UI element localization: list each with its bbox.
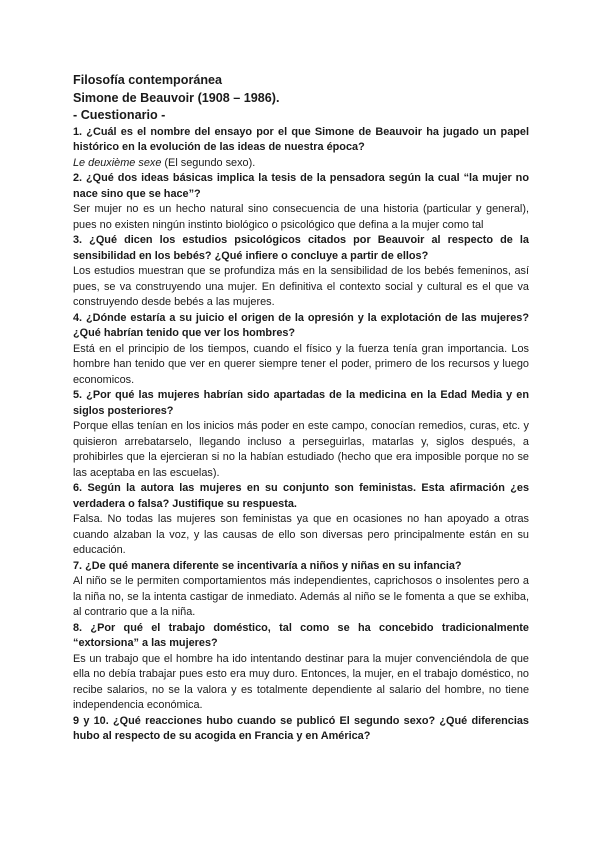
- qa-block-7: [73, 559, 529, 621]
- question-7: 7. ¿De qué manera diferente se incentivaría a niños y niñas en su infancia?: [73, 559, 462, 572]
- answer-8: Es un trabajo que el hombre ha ido intentando destinar para la mujer convenciéndola de que ella no debía trabajar pues esto era muy duro. Entonces, la mujer, en el trabajo doméstico, no recibe salarios, no se la valora y es totalmente dependiente al salario del hombre, no tiene independencia económica.: [73, 652, 529, 711]
- document-page: [73, 72, 529, 745]
- qa-block-4: [73, 311, 529, 389]
- question-6: 6. Según la autora las mujeres en su conjunto son feministas. Esta afirmación ¿es verdadera o falsa? Justifique su respuesta.: [73, 482, 529, 510]
- answer-5: Porque ellas tenían en los inicios más poder en este campo, conocían remedios, curas, etc. y quisieron arrebatarselo, llegando incluso a perseguirlas, matarlas y, siglos después, a prohibirles que la ejercieran si no la habían estudiado (hecho que era imposible porque no se las aceptaba en las escuelas).: [73, 420, 529, 479]
- qa-block-9-10: [73, 714, 529, 745]
- qa-block-3: [73, 233, 529, 311]
- question-1: 1. ¿Cuál es el nombre del ensayo por el que Simone de Beauvoir ha jugado un papel histórico en la evolución de las ideas de nuestra época?: [73, 125, 529, 153]
- document-subtitle: Simone de Beauvoir (1908 – 1986).: [73, 90, 280, 105]
- answer-1-italic-title: Le deuxième sexe: [73, 156, 162, 169]
- section-heading: - Cuestionario -: [73, 108, 166, 122]
- answer-6: Falsa. No todas las mujeres son feministas ya que en ocasiones no han apoyado a otras cuando alzaban la voz, y las causas de ello son diversas pero principalmente están en su educación.: [73, 513, 529, 556]
- question-5: 5. ¿Por qué las mujeres habrían sido apartadas de la medicina en la Edad Media y en siglos posteriores?: [73, 389, 529, 417]
- question-4: 4. ¿Dónde estaría a su juicio el origen de la opresión y la explotación de las mujeres? ¿Qué habrían tenido que ver los hombres?: [73, 311, 529, 339]
- qa-block-2: [73, 171, 529, 233]
- answer-2: Ser mujer no es un hecho natural sino consecuencia de una historia (particular y general), pues no existen ningún instinto biológico o psicológico que defina a la mujer como tal: [73, 203, 529, 231]
- qa-block-5: [73, 388, 529, 481]
- answer-1: [73, 156, 529, 172]
- answer-3: Los estudios muestran que se profundiza más en la sensibilidad de los bebés femeninos, así pues, se va construyendo una mujer. En definitiva el contexto social y cultural es el que va construyendo desde bebés a las mujeres.: [73, 265, 529, 308]
- question-8: 8. ¿Por qué el trabajo doméstico, tal como se ha concebido tradicionalmente “extorsiona” a las mujeres?: [73, 621, 529, 649]
- qa-block-1: [73, 125, 529, 172]
- question-9-10: 9 y 10. ¿Qué reacciones hubo cuando se publicó El segundo sexo? ¿Qué diferencias hubo al respecto de su acogida en Francia y en América?: [73, 714, 529, 742]
- question-2: 2. ¿Qué dos ideas básicas implica la tesis de la pensadora según la cual “la mujer no nace sino que se hace”?: [73, 172, 529, 200]
- answer-7: Al niño se le permiten comportamientos más independientes, caprichosos o insolentes pero a la niña no, se la intenta castigar de inmediato. Además al niño se le fomenta a que se exhiba, al contrario que a la niña.: [73, 575, 529, 618]
- question-3: 3. ¿Qué dicen los estudios psicológicos citados por Beauvoir al respecto de la sensibilidad en los bebés? ¿Qué infiere o concluye a partir de ellos?: [73, 234, 529, 262]
- answer-4: Está en el principio de los tiempos, cuando el físico y la fuerza tenía gran importancia. Los hombre han tenido que ver en querer siempre tener el poder, primero de los recursos y luego economicos.: [73, 342, 529, 386]
- qa-block-8: [73, 621, 529, 714]
- answer-1-text: (El segundo sexo).: [161, 156, 256, 169]
- document-title: Filosofía contemporánea: [73, 73, 223, 87]
- qa-block-6: [73, 481, 529, 559]
